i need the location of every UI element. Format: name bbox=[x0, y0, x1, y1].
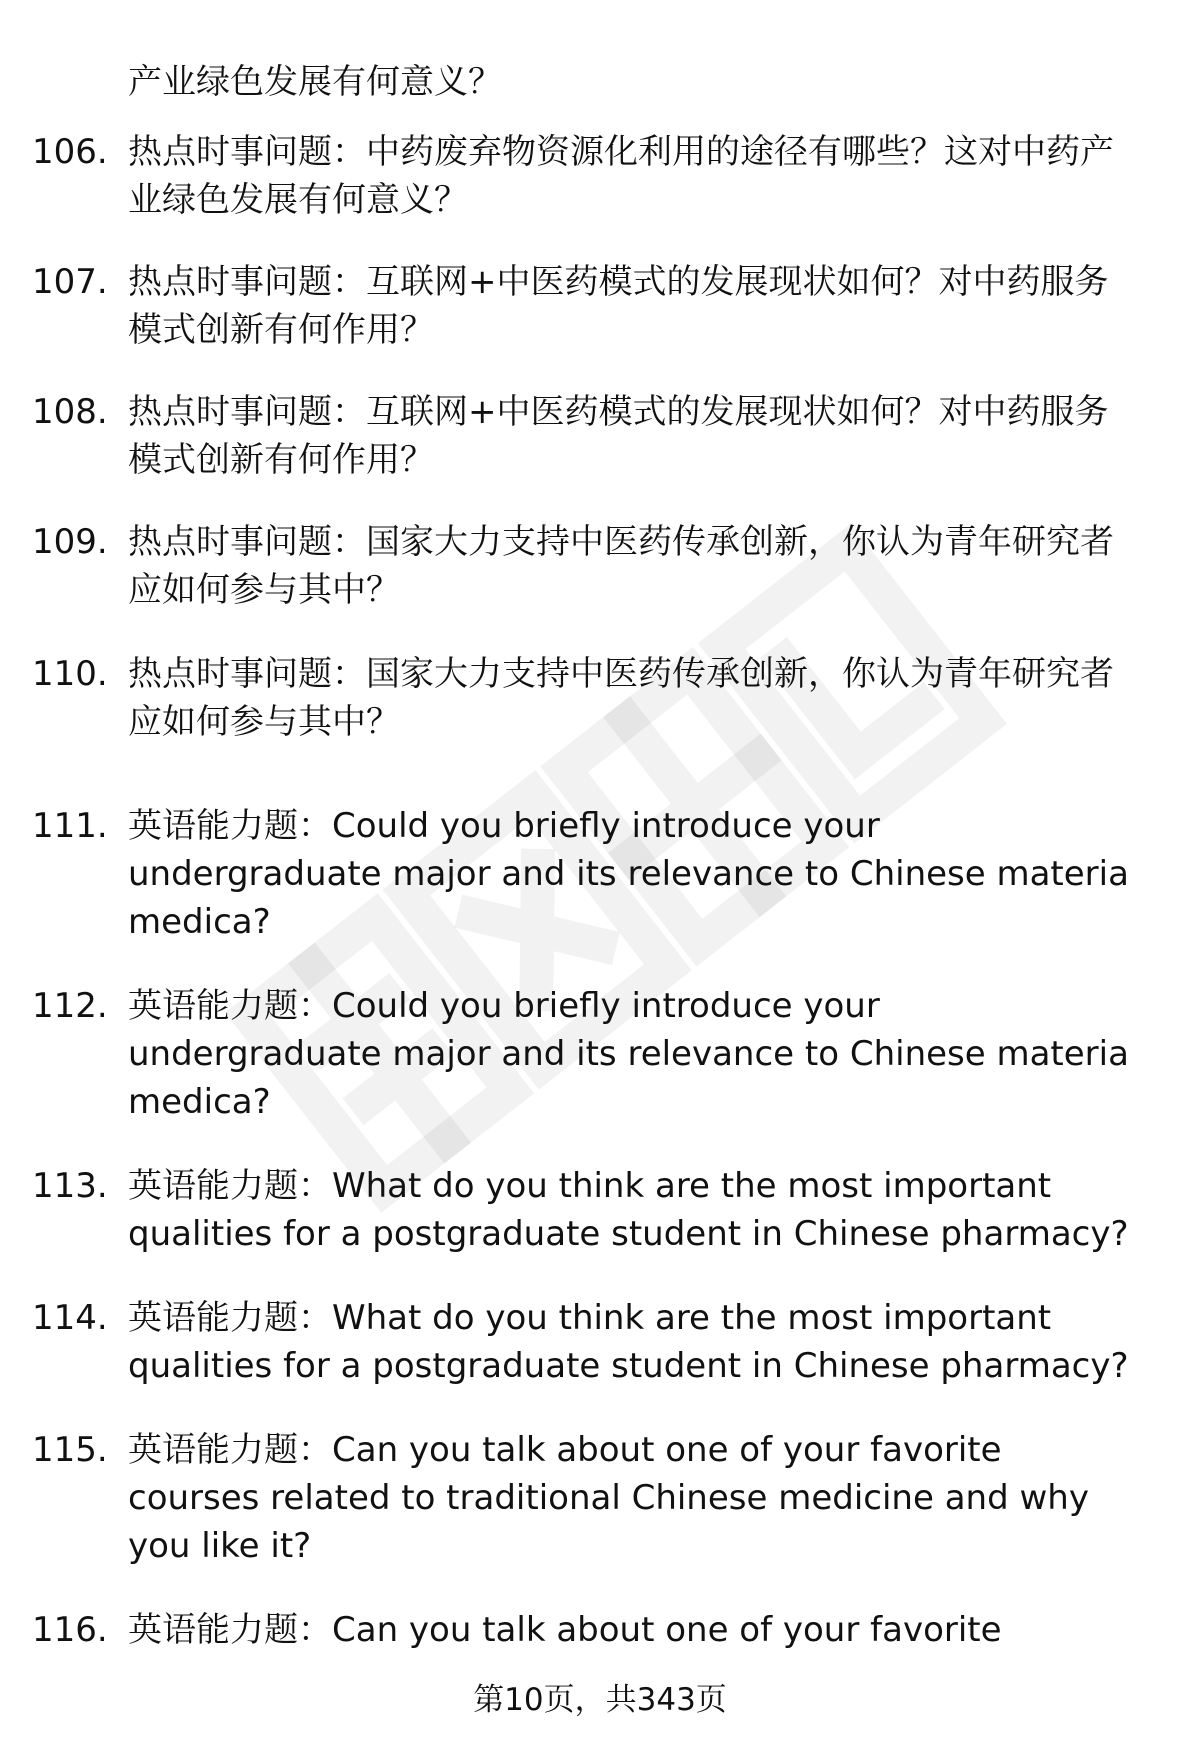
item-number: 116. bbox=[32, 1610, 108, 1650]
item-number: 114. bbox=[32, 1298, 108, 1338]
item-text: 英语能力题：What do you think are the most important qualities for a postgraduate student in Chinese pharmacy? bbox=[128, 1298, 1129, 1386]
page-footer: 第10页，共343页 bbox=[473, 1682, 727, 1718]
item-text: 英语能力题：Can you talk about one of your favorite courses related to traditional Chinese medicine and why you like it? bbox=[128, 1430, 1089, 1566]
item-number: 108. bbox=[32, 392, 108, 432]
item-number: 113. bbox=[32, 1166, 108, 1206]
item-text: 热点时事问题：互联网+中医药模式的发展现状如何？对中药服务模式创新有何作用？ bbox=[128, 262, 1109, 350]
item-text: 热点时事问题：国家大力支持中医药传承创新，你认为青年研究者应如何参与其中？ bbox=[128, 522, 1114, 610]
item-text: 热点时事问题：国家大力支持中医药传承创新，你认为青年研究者应如何参与其中？ bbox=[128, 654, 1114, 742]
item-text: 英语能力题：Can you talk about one of your favorite bbox=[128, 1610, 1002, 1650]
item-text: 英语能力题：Could you briefly introduce your undergraduate major and its relevance to Chinese materia medica? bbox=[128, 806, 1129, 942]
item-text: 英语能力题：What do you think are the most important qualities for a postgraduate student in Chinese pharmacy? bbox=[128, 1166, 1129, 1254]
item-text: 热点时事问题：中药废弃物资源化利用的途径有哪些？这对中药产业绿色发展有何意义？ bbox=[128, 132, 1114, 220]
item-number: 110. bbox=[32, 654, 108, 694]
item-number: 106. bbox=[32, 132, 108, 172]
continuation-text: 产业绿色发展有何意义？ bbox=[128, 62, 502, 102]
item-number: 112. bbox=[32, 986, 108, 1026]
item-number: 107. bbox=[32, 262, 108, 302]
item-number: 109. bbox=[32, 522, 108, 562]
item-number: 115. bbox=[32, 1430, 108, 1470]
item-text: 英语能力题：Could you briefly introduce your undergraduate major and its relevance to Chinese materia medica? bbox=[128, 986, 1129, 1122]
item-number: 111. bbox=[32, 806, 108, 846]
item-text: 热点时事问题：互联网+中医药模式的发展现状如何？对中药服务模式创新有何作用？ bbox=[128, 392, 1109, 480]
